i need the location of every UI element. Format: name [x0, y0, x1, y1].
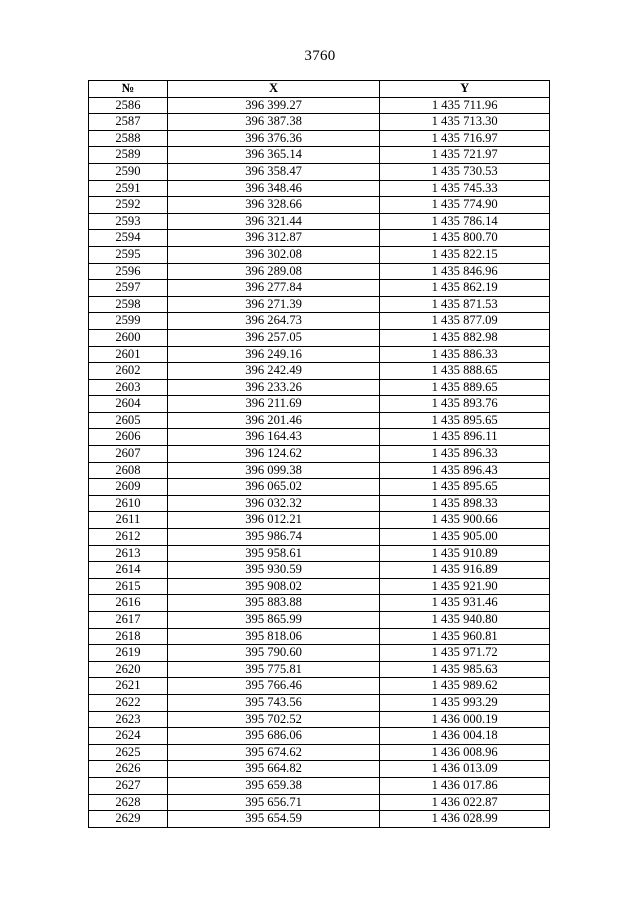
page-number: 3760 [304, 48, 336, 64]
table-row [89, 777, 550, 794]
cell-x: 396 257.05 [167, 329, 380, 346]
cell-x: 395 790.60 [167, 645, 380, 662]
cell-number: 2590 [89, 163, 168, 180]
table-row [89, 612, 550, 629]
cell-number: 2589 [89, 147, 168, 164]
cell-y: 1 435 895.65 [380, 412, 550, 429]
table-row [89, 346, 550, 363]
cell-x: 395 986.74 [167, 529, 380, 546]
table-row [89, 363, 550, 380]
cell-x: 395 656.71 [167, 794, 380, 811]
table-header [89, 81, 550, 98]
table-row [89, 678, 550, 695]
table-row [89, 744, 550, 761]
cell-x: 395 743.56 [167, 694, 380, 711]
coordinates-table [88, 80, 550, 828]
cell-number: 2608 [89, 462, 168, 479]
cell-y: 1 435 895.65 [380, 479, 550, 496]
cell-y: 1 435 886.33 [380, 346, 550, 363]
cell-y: 1 435 846.96 [380, 263, 550, 280]
cell-x: 396 348.46 [167, 180, 380, 197]
cell-y: 1 435 900.66 [380, 512, 550, 529]
cell-x: 395 930.59 [167, 562, 380, 579]
cell-y: 1 435 800.70 [380, 230, 550, 247]
cell-y: 1 435 888.65 [380, 363, 550, 380]
table-row [89, 412, 550, 429]
header-x: X [167, 81, 380, 98]
header-y: Y [380, 81, 550, 98]
cell-x: 396 321.44 [167, 213, 380, 230]
cell-y: 1 435 721.97 [380, 147, 550, 164]
cell-number: 2600 [89, 329, 168, 346]
cell-y: 1 435 921.90 [380, 578, 550, 595]
cell-y: 1 435 871.53 [380, 296, 550, 313]
cell-y: 1 435 896.43 [380, 462, 550, 479]
table-row [89, 545, 550, 562]
cell-y: 1 435 971.72 [380, 645, 550, 662]
cell-x: 395 654.59 [167, 811, 380, 828]
cell-x: 396 099.38 [167, 462, 380, 479]
cell-number: 2603 [89, 379, 168, 396]
table-row [89, 280, 550, 297]
cell-number: 2605 [89, 412, 168, 429]
cell-x: 396 264.73 [167, 313, 380, 330]
cell-x: 396 271.39 [167, 296, 380, 313]
cell-x: 396 365.14 [167, 147, 380, 164]
cell-y: 1 436 028.99 [380, 811, 550, 828]
cell-y: 1 435 889.65 [380, 379, 550, 396]
cell-x: 395 883.88 [167, 595, 380, 612]
cell-x: 396 211.69 [167, 396, 380, 413]
cell-x: 396 358.47 [167, 163, 380, 180]
cell-x: 395 818.06 [167, 628, 380, 645]
cell-number: 2611 [89, 512, 168, 529]
cell-number: 2591 [89, 180, 168, 197]
cell-number: 2625 [89, 744, 168, 761]
cell-y: 1 435 910.89 [380, 545, 550, 562]
cell-number: 2602 [89, 363, 168, 380]
cell-number: 2598 [89, 296, 168, 313]
cell-y: 1 435 745.33 [380, 180, 550, 197]
cell-x: 396 164.43 [167, 429, 380, 446]
table-row [89, 197, 550, 214]
cell-y: 1 435 931.46 [380, 595, 550, 612]
header-row [89, 81, 550, 98]
cell-x: 395 766.46 [167, 678, 380, 695]
cell-number: 2606 [89, 429, 168, 446]
table-row [89, 396, 550, 413]
cell-number: 2595 [89, 246, 168, 263]
cell-y: 1 435 993.29 [380, 694, 550, 711]
cell-x: 396 302.08 [167, 246, 380, 263]
table-row [89, 645, 550, 662]
cell-number: 2621 [89, 678, 168, 695]
cell-y: 1 435 716.97 [380, 130, 550, 147]
table-row [89, 429, 550, 446]
cell-y: 1 435 896.33 [380, 446, 550, 463]
table-row [89, 661, 550, 678]
table-row [89, 263, 550, 280]
cell-x: 395 958.61 [167, 545, 380, 562]
table-row [89, 246, 550, 263]
cell-number: 2615 [89, 578, 168, 595]
cell-x: 395 908.02 [167, 578, 380, 595]
cell-x: 395 702.52 [167, 711, 380, 728]
cell-x: 396 376.36 [167, 130, 380, 147]
cell-number: 2601 [89, 346, 168, 363]
cell-y: 1 435 774.90 [380, 197, 550, 214]
cell-y: 1 436 017.86 [380, 777, 550, 794]
cell-x: 396 012.21 [167, 512, 380, 529]
cell-number: 2628 [89, 794, 168, 811]
cell-y: 1 435 862.19 [380, 280, 550, 297]
cell-number: 2619 [89, 645, 168, 662]
cell-y: 1 435 786.14 [380, 213, 550, 230]
table-row [89, 230, 550, 247]
cell-y: 1 435 877.09 [380, 313, 550, 330]
cell-x: 396 312.87 [167, 230, 380, 247]
table-row [89, 462, 550, 479]
table-row [89, 163, 550, 180]
table-row [89, 562, 550, 579]
cell-x: 396 249.16 [167, 346, 380, 363]
cell-x: 396 124.62 [167, 446, 380, 463]
cell-number: 2617 [89, 612, 168, 629]
cell-number: 2604 [89, 396, 168, 413]
cell-x: 395 865.99 [167, 612, 380, 629]
cell-y: 1 435 882.98 [380, 329, 550, 346]
cell-x: 395 664.82 [167, 761, 380, 778]
table-row [89, 811, 550, 828]
cell-x: 395 659.38 [167, 777, 380, 794]
cell-y: 1 436 004.18 [380, 728, 550, 745]
cell-number: 2587 [89, 114, 168, 131]
cell-x: 396 399.27 [167, 97, 380, 114]
cell-y: 1 435 711.96 [380, 97, 550, 114]
cell-x: 396 233.26 [167, 379, 380, 396]
cell-y: 1 436 013.09 [380, 761, 550, 778]
table-row [89, 529, 550, 546]
cell-y: 1 435 893.76 [380, 396, 550, 413]
cell-number: 2597 [89, 280, 168, 297]
table-row [89, 296, 550, 313]
cell-number: 2614 [89, 562, 168, 579]
cell-number: 2613 [89, 545, 168, 562]
table-row [89, 213, 550, 230]
cell-number: 2623 [89, 711, 168, 728]
table-body [89, 97, 550, 827]
table-row [89, 479, 550, 496]
cell-x: 395 775.81 [167, 661, 380, 678]
header-number: № [89, 81, 168, 98]
cell-y: 1 435 898.33 [380, 495, 550, 512]
cell-x: 396 277.84 [167, 280, 380, 297]
cell-number: 2609 [89, 479, 168, 496]
cell-x: 396 387.38 [167, 114, 380, 131]
cell-number: 2612 [89, 529, 168, 546]
cell-x: 395 686.06 [167, 728, 380, 745]
cell-number: 2618 [89, 628, 168, 645]
cell-y: 1 435 896.11 [380, 429, 550, 446]
cell-number: 2629 [89, 811, 168, 828]
cell-number: 2594 [89, 230, 168, 247]
table-row [89, 130, 550, 147]
table-row [89, 761, 550, 778]
cell-x: 396 328.66 [167, 197, 380, 214]
table-row [89, 495, 550, 512]
table-row [89, 711, 550, 728]
cell-number: 2620 [89, 661, 168, 678]
cell-y: 1 435 730.53 [380, 163, 550, 180]
table-row [89, 313, 550, 330]
cell-y: 1 435 905.00 [380, 529, 550, 546]
table-row [89, 595, 550, 612]
cell-x: 396 242.49 [167, 363, 380, 380]
cell-y: 1 436 008.96 [380, 744, 550, 761]
cell-number: 2588 [89, 130, 168, 147]
table-row [89, 446, 550, 463]
table-row [89, 578, 550, 595]
cell-x: 396 289.08 [167, 263, 380, 280]
cell-x: 396 032.32 [167, 495, 380, 512]
cell-y: 1 435 916.89 [380, 562, 550, 579]
cell-y: 1 435 822.15 [380, 246, 550, 263]
cell-y: 1 435 985.63 [380, 661, 550, 678]
table-row [89, 694, 550, 711]
cell-number: 2592 [89, 197, 168, 214]
cell-number: 2596 [89, 263, 168, 280]
cell-y: 1 436 000.19 [380, 711, 550, 728]
cell-x: 395 674.62 [167, 744, 380, 761]
cell-y: 1 435 940.80 [380, 612, 550, 629]
cell-number: 2593 [89, 213, 168, 230]
cell-number: 2599 [89, 313, 168, 330]
cell-number: 2622 [89, 694, 168, 711]
table-row [89, 379, 550, 396]
cell-number: 2624 [89, 728, 168, 745]
table-row [89, 628, 550, 645]
cell-number: 2627 [89, 777, 168, 794]
table-row [89, 147, 550, 164]
cell-y: 1 435 713.30 [380, 114, 550, 131]
table-row [89, 728, 550, 745]
table-row [89, 114, 550, 131]
cell-number: 2616 [89, 595, 168, 612]
table-row [89, 97, 550, 114]
cell-number: 2607 [89, 446, 168, 463]
cell-x: 396 065.02 [167, 479, 380, 496]
cell-y: 1 435 960.81 [380, 628, 550, 645]
cell-number: 2626 [89, 761, 168, 778]
table-row [89, 512, 550, 529]
cell-y: 1 435 989.62 [380, 678, 550, 695]
cell-y: 1 436 022.87 [380, 794, 550, 811]
table-row [89, 794, 550, 811]
cell-number: 2610 [89, 495, 168, 512]
table-row [89, 329, 550, 346]
cell-number: 2586 [89, 97, 168, 114]
table-row [89, 180, 550, 197]
cell-x: 396 201.46 [167, 412, 380, 429]
